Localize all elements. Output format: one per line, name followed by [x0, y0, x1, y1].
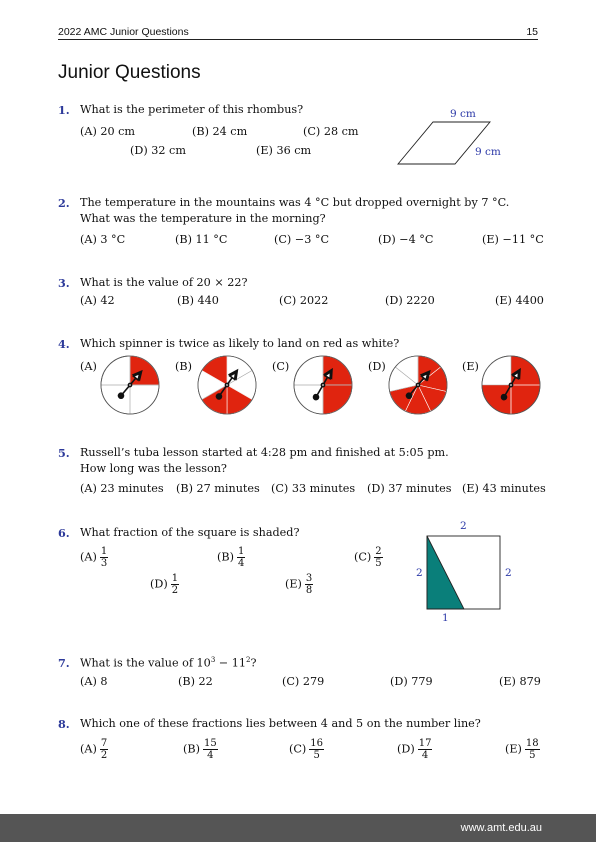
question-number: 4.: [58, 337, 70, 351]
square-bottom-label: 1: [442, 612, 449, 624]
question-text: Which one of these fractions lies between 4 and 5 on the number line?: [80, 717, 481, 730]
question-number: 2.: [58, 196, 70, 210]
option-b: (B) $\frac{1}{4}$: [217, 546, 245, 569]
question-text-line2: How long was the lesson?: [80, 462, 227, 475]
option-e: (E) 4400: [495, 294, 544, 307]
square-left-label: 2: [416, 567, 423, 579]
question-number: 6.: [58, 526, 70, 540]
question-text: What is the value of $10^3 - 11^2$?: [80, 656, 257, 670]
option-d: (D) −4 °C: [378, 233, 434, 246]
option-e: (E) $\frac{3}{8}$: [285, 573, 313, 596]
option-a: (A) 3 °C: [80, 233, 126, 246]
option-d: (D) 779: [390, 675, 433, 688]
option-a: (A) $\frac{7}{2}$: [80, 738, 108, 761]
option-c: (C) $\frac{2}{5}$: [354, 546, 382, 569]
option-b: (B) 24 cm: [192, 125, 248, 138]
option-b: (B) 27 minutes: [176, 482, 260, 495]
question-number: 3.: [58, 276, 70, 290]
option-d: (D) $\frac{17}{4}$: [397, 738, 432, 761]
question-text-line2: What was the temperature in the morning?: [80, 212, 326, 225]
option-e: (E) 879: [499, 675, 541, 688]
option-e: (E) −11 °C: [482, 233, 544, 246]
question-text: Which spinner is twice as likely to land on red as white?: [80, 337, 400, 350]
page-footer: [0, 814, 596, 842]
option-c: (C) 28 cm: [303, 125, 359, 138]
option-d: (D) $\frac{1}{2}$: [150, 573, 179, 596]
option-b: (B): [175, 360, 192, 373]
option-c: (C): [272, 360, 290, 373]
option-e: (E) 36 cm: [256, 144, 312, 157]
question-number: 5.: [58, 446, 70, 460]
question-text: What fraction of the square is shaded?: [80, 526, 300, 539]
option-b: (B) 440: [177, 294, 219, 307]
question-text: What is the perimeter of this rhombus?: [80, 103, 304, 116]
option-d: (D) 37 minutes: [367, 482, 452, 495]
option-c: (C) 279: [282, 675, 325, 688]
option-c: (C) $\frac{16}{5}$: [289, 738, 324, 761]
option-e: (E) 43 minutes: [462, 482, 546, 495]
page-title: Junior Questions: [58, 62, 201, 83]
square-figure: [420, 530, 510, 620]
option-c: (C) −3 °C: [274, 233, 330, 246]
option-e: (E) $\frac{18}{5}$: [505, 738, 539, 761]
option-a: (A) 8: [80, 675, 108, 688]
question-number: 7.: [58, 656, 70, 670]
question-text: Russell’s tuba lesson started at 4:28 pm and finished at 5:05 pm.: [80, 446, 449, 459]
option-a: (A) 23 minutes: [80, 482, 164, 495]
option-c: (C) 33 minutes: [271, 482, 356, 495]
option-b: (B) 22: [178, 675, 213, 688]
option-b: (B) 11 °C: [175, 233, 228, 246]
question-text: The temperature in the mountains was 4 °C but dropped overnight by 7 °C.: [80, 196, 510, 209]
page-number: 15: [526, 26, 538, 38]
option-a: (A) 20 cm: [80, 125, 136, 138]
question-number: 8.: [58, 717, 70, 731]
square-top-label: 2: [460, 520, 467, 532]
option-c: (C) 2022: [279, 294, 329, 307]
option-a: (A) $\frac{1}{3}$: [80, 546, 108, 569]
header-title: 2022 AMC Junior Questions: [58, 26, 189, 38]
option-b: (B) $\frac{15}{4}$: [183, 738, 217, 761]
option-e: (E): [462, 360, 479, 373]
rhombus-top-label: 9 cm: [450, 108, 476, 120]
footer-url[interactable]: www.amt.edu.au: [460, 822, 542, 834]
option-a: (A): [80, 360, 97, 373]
square-right-label: 2: [505, 567, 512, 579]
option-d: (D): [368, 360, 386, 373]
rhombus-side-label: 9 cm: [475, 146, 501, 158]
option-d: (D) 32 cm: [130, 144, 186, 157]
question-text: What is the value of 20 × 22?: [80, 276, 248, 289]
option-d: (D) 2220: [385, 294, 435, 307]
question-number: 1.: [58, 103, 70, 117]
option-a: (A) 42: [80, 294, 115, 307]
